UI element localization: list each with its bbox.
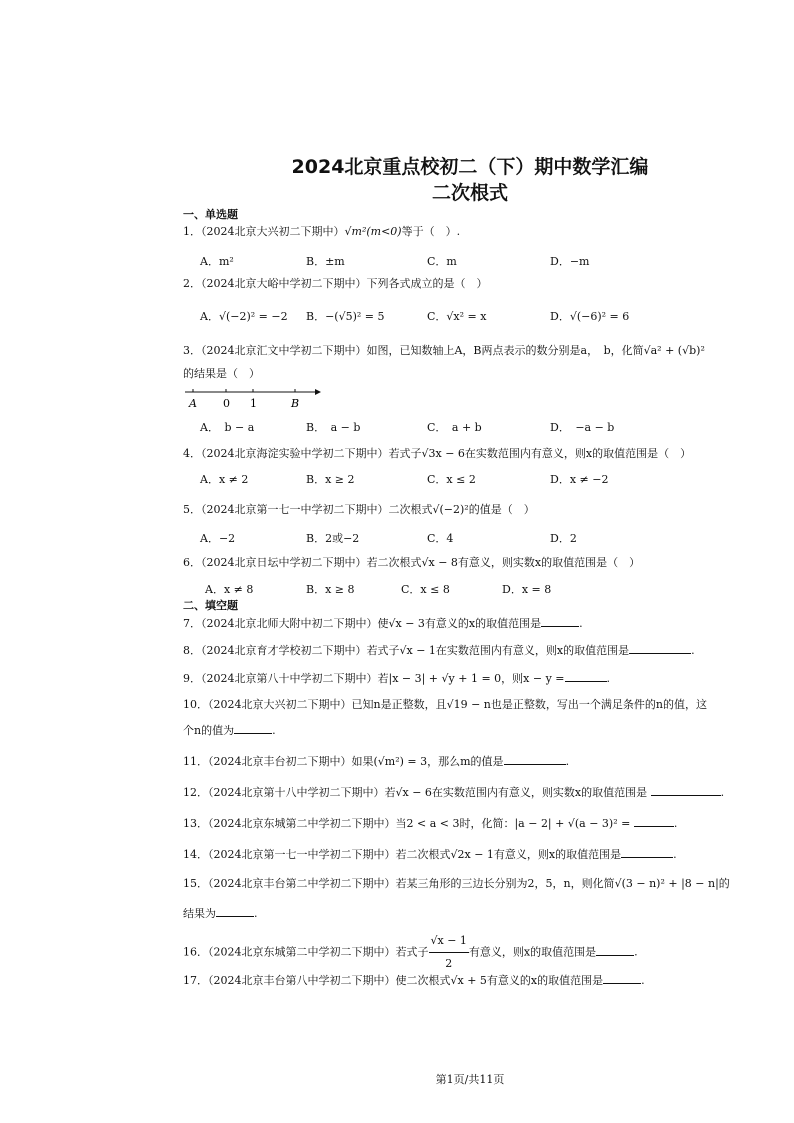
one-label: 1 <box>250 397 257 410</box>
question-4-options <box>200 471 760 487</box>
option-d[interactable]: D．x ≠ −2 <box>550 473 609 486</box>
question-5-options <box>200 530 760 546</box>
answer-blank[interactable] <box>634 814 674 827</box>
question-2-options <box>200 308 760 324</box>
option-c[interactable]: C．m <box>427 255 457 268</box>
option-a[interactable]: A．−2 <box>200 532 236 545</box>
question-14-text: 14．（2024北京第一七一中学初二下期中）若二次根式√2x − 1有意义，则x的取值范围是 <box>183 848 622 861</box>
option-d[interactable]: D．x = 8 <box>502 583 552 596</box>
page-footer: 第1页/共11页 <box>435 1073 505 1086</box>
question-13-text: 13．（2024北京东城第二中学初二下期中）当2 < a < 3时，化简：|a − 2| + √(a − 3)² = <box>183 817 631 830</box>
question-16: 16．（2024北京东城第二中学初二下期中）若式子 $\frac{√x - 1}{2}$ 有意义，则x的取值范围是 . <box>183 930 763 975</box>
option-d[interactable]: D．−m <box>550 255 590 268</box>
answer-blank[interactable] <box>651 783 721 796</box>
arrow-icon <box>315 389 321 395</box>
option-b[interactable]: B．±m <box>306 255 345 268</box>
question-16-tail: 有意义，则x的取值范围是 <box>468 945 597 959</box>
question-16-text: 16．（2024北京东城第二中学初二下期中）若式子 <box>183 945 429 959</box>
question-7-text: 7．（2024北京北师大附中初二下期中）使√x − 3有意义的x的取值范围是 <box>183 617 542 630</box>
question-13: 13．（2024北京东城第二中学初二下期中）当2 < a < 3时，化简：|a − 2| + √(a − 3)² = . <box>183 814 763 832</box>
question-8-text: 8．（2024北京育才学校初二下期中）若式子√x − 1在实数范围内有意义，则x的取值范围是 <box>183 644 630 657</box>
answer-blank[interactable] <box>504 752 566 765</box>
question-15-cont: 结果为 . <box>183 904 763 922</box>
option-d[interactable]: D． −a − b <box>550 421 615 434</box>
option-b[interactable]: B．x ≥ 2 <box>306 473 355 486</box>
question-6: 6．（2024北京日坛中学初二下期中）若二次根式√x − 8有意义，则实数x的取值范围是（ ） <box>183 556 641 569</box>
point-a-label: A <box>189 397 197 410</box>
question-4: 4．（2024北京海淀实验中学初二下期中）若式子√3x − 6在实数范围内有意义，则x的取值范围是（ ） <box>183 447 692 460</box>
question-3-cont: 的结果是（ ） <box>183 367 260 380</box>
option-c[interactable]: C．x ≤ 8 <box>401 583 450 596</box>
question-8: 8．（2024北京育才学校初二下期中）若式子√x − 1在实数范围内有意义，则x的取值范围是 . <box>183 641 763 659</box>
question-11: 11．（2024北京丰台初二下期中）如果(√m²) = 3，那么m的值是 . <box>183 752 763 770</box>
section-fill-blank: 二、填空题 <box>183 599 238 612</box>
option-b[interactable]: B．2或−2 <box>306 532 360 545</box>
question-1-expr: √m²(m<0) <box>344 225 402 238</box>
question-10-text: 个n的值为 <box>183 724 235 737</box>
fraction-denominator: 2 <box>445 957 453 970</box>
question-10-cont: 个n的值为 . <box>183 721 763 739</box>
number-line-figure <box>183 386 323 410</box>
option-d[interactable]: D．√(−6)² = 6 <box>550 310 630 323</box>
question-10: 10．（2024北京大兴初二下期中）已知n是正整数，且√19 − n也是正整数，写出一个满足条件的n的值，这 <box>183 698 707 711</box>
question-12-text: 12．（2024北京第十八中学初二下期中）若√x − 6在实数范围内有意义，则实数x的取值范围是 <box>183 786 648 799</box>
answer-blank[interactable] <box>565 669 607 682</box>
page-title: 2024北京重点校初二（下）期中数学汇编 <box>291 156 649 178</box>
answer-blank[interactable] <box>541 614 579 627</box>
option-a[interactable]: A．√(−2)² = −2 <box>200 310 288 323</box>
question-3: 3．（2024北京汇文中学初二下期中）如图，已知数轴上A，B两点表示的数分别是a， b，化简√a² + (√b)² <box>183 344 705 357</box>
option-c[interactable]: C．√x² = x <box>427 310 487 323</box>
answer-blank[interactable] <box>216 904 254 917</box>
question-1-options <box>200 253 760 269</box>
answer-blank[interactable] <box>629 641 691 654</box>
question-9-text: 9．（2024北京第八十中学初二下期中）若|x − 3| + √y + 1 = 0，则x − y = <box>183 672 565 685</box>
question-17: 17．（2024北京丰台第八中学初二下期中）使二次根式√x + 5有意义的x的取值范围是 . <box>183 971 763 989</box>
answer-blank[interactable] <box>621 845 673 858</box>
question-17-text: 17．（2024北京丰台第八中学初二下期中）使二次根式√x + 5有意义的x的取值范围是 <box>183 974 604 987</box>
answer-blank[interactable] <box>234 721 272 734</box>
question-14: 14．（2024北京第一七一中学初二下期中）若二次根式√2x − 1有意义，则x的取值范围是 . <box>183 845 763 863</box>
option-c[interactable]: C．x ≤ 2 <box>427 473 476 486</box>
question-1 <box>183 224 763 240</box>
option-a[interactable]: A．x ≠ 2 <box>200 473 249 486</box>
question-5: 5．（2024北京第一七一中学初二下期中）二次根式√(−2)²的值是（ ） <box>183 503 535 516</box>
answer-blank[interactable] <box>596 943 634 956</box>
page-subtitle: 二次根式 <box>431 182 508 204</box>
question-11-text: 11．（2024北京丰台初二下期中）如果(√m²) = 3，那么m的值是 <box>183 755 504 768</box>
option-a[interactable]: A． b − a <box>200 421 255 434</box>
question-1-text: 1．（2024北京大兴初二下期中） <box>183 225 345 238</box>
question-3-options <box>200 419 760 435</box>
question-12: 12．（2024北京第十八中学初二下期中）若√x − 6在实数范围内有意义，则实数x的取值范围是 . <box>183 783 763 801</box>
zero-label: 0 <box>223 397 230 410</box>
option-a[interactable]: A．x ≠ 8 <box>205 583 254 596</box>
option-c[interactable]: C． a + b <box>427 421 482 434</box>
question-7: 7．（2024北京北师大附中初二下期中）使√x − 3有意义的x的取值范围是 . <box>183 614 763 632</box>
question-15-text: 结果为 <box>183 907 216 920</box>
question-9: 9．（2024北京第八十中学初二下期中）若|x − 3| + √y + 1 = 0，则x − y = . <box>183 669 763 687</box>
question-2: 2．（2024北京大峪中学初二下期中）下列各式成立的是（ ） <box>183 277 488 290</box>
fraction-numerator: √x − 1 <box>429 930 469 953</box>
option-c[interactable]: C．4 <box>427 532 454 545</box>
option-d[interactable]: D．2 <box>550 532 577 545</box>
answer-blank[interactable] <box>603 971 641 984</box>
question-1-tail: 等于（ ）. <box>401 225 461 238</box>
point-b-label: B <box>291 397 300 410</box>
question-15: 15．（2024北京丰台第二中学初二下期中）若某三角形的三边长分别为2，5，n，则化简√(3 − n)² + |8 − n|的 <box>183 877 730 890</box>
question-6-options <box>200 581 760 597</box>
section-single-choice: 一、单选题 <box>183 208 238 221</box>
option-a[interactable]: A．m² <box>200 255 234 268</box>
option-b[interactable]: B． a − b <box>306 421 361 434</box>
option-b[interactable]: B．−(√5)² = 5 <box>306 310 385 323</box>
option-b[interactable]: B．x ≥ 8 <box>306 583 355 596</box>
fraction <box>429 930 469 975</box>
